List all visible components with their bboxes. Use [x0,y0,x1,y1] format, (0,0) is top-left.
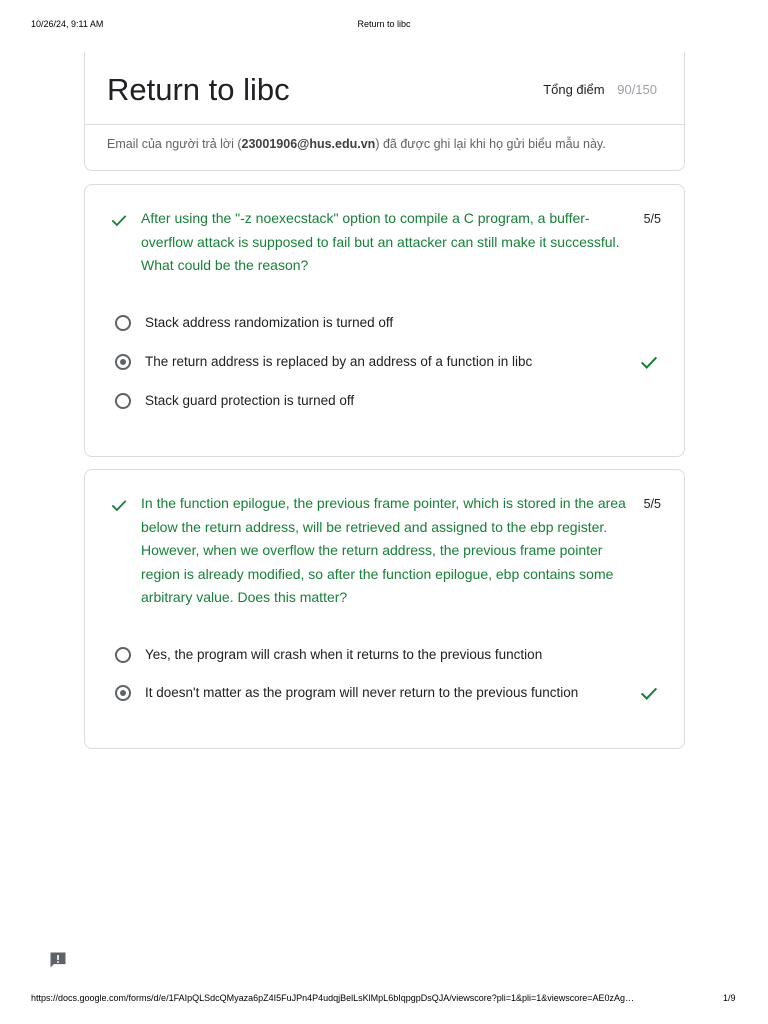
score-value: 90/150 [617,82,657,97]
question-points: 5/5 [643,212,661,226]
question-card-2 [84,469,685,749]
total-score [543,82,657,97]
question-card-1 [84,184,685,457]
email-prefix: Email của người trả lời ( [107,137,242,151]
option-label: The return address is replaced by an address of a function in libc [145,354,533,369]
print-page-number: 1/9 [723,993,736,1003]
respondent-email-notice [107,137,606,151]
option-2-1[interactable] [115,646,660,668]
option-1-2[interactable] [115,353,660,375]
header-divider [85,124,684,125]
print-datetime: 10/26/24, 9:11 AM [31,19,104,29]
option-1-1[interactable] [115,314,660,336]
print-footer-url: https://docs.google.com/forms/d/e/1FAIpQLSdcQMyaza6pZ4I5FuJPn4P4udqjBelLsKlMpL6bIqpgpDsQJA/viewscore?pli=1&pli=1&viewscore=AE0zAg… [31,993,635,1003]
question-text: In the function epilogue, the previous frame pointer, which is stored in the area below the return address, will be retrieved and assigned to the ebp register. However, when we overflow the return address, the previous frame pointer region is already modified, so after the function epilogue, ebp contains some arbitrary value. Does this matter? [141,495,626,605]
print-title: Return to libc [357,19,411,29]
check-icon [109,210,129,230]
option-label: Yes, the program will crash when it returns to the previous function [145,647,543,662]
radio-button[interactable] [115,315,131,331]
check-icon [109,495,129,515]
respondent-email: 23001906@hus.edu.vn [241,137,376,151]
form-title: Return to libc [107,72,290,107]
radio-button-selected[interactable] [115,354,131,370]
option-1-3[interactable] [115,392,660,414]
option-label: Stack address randomization is turned off [145,315,394,330]
question-points: 5/5 [643,497,661,511]
question-text: After using the "-z noexecstack" option to compile a C program, a buffer-overflow attack is supposed to fail but an attacker can still make it successful. What could be the reason? [141,210,620,273]
form-header-card [84,52,685,171]
option-label: Stack guard protection is turned off [145,393,355,408]
radio-button[interactable] [115,393,131,409]
score-label: Tổng điểm [543,82,605,97]
print-header [0,19,768,33]
email-suffix: ) đã được ghi lại khi họ gửi biểu mẫu này. [375,137,606,151]
option-2-2[interactable] [115,684,660,706]
report-icon[interactable] [48,950,68,970]
check-icon [638,351,660,373]
option-label: It doesn't matter as the program will never return to the previous function [145,685,579,700]
check-icon [638,682,660,704]
radio-button[interactable] [115,647,131,663]
radio-button-selected[interactable] [115,685,131,701]
